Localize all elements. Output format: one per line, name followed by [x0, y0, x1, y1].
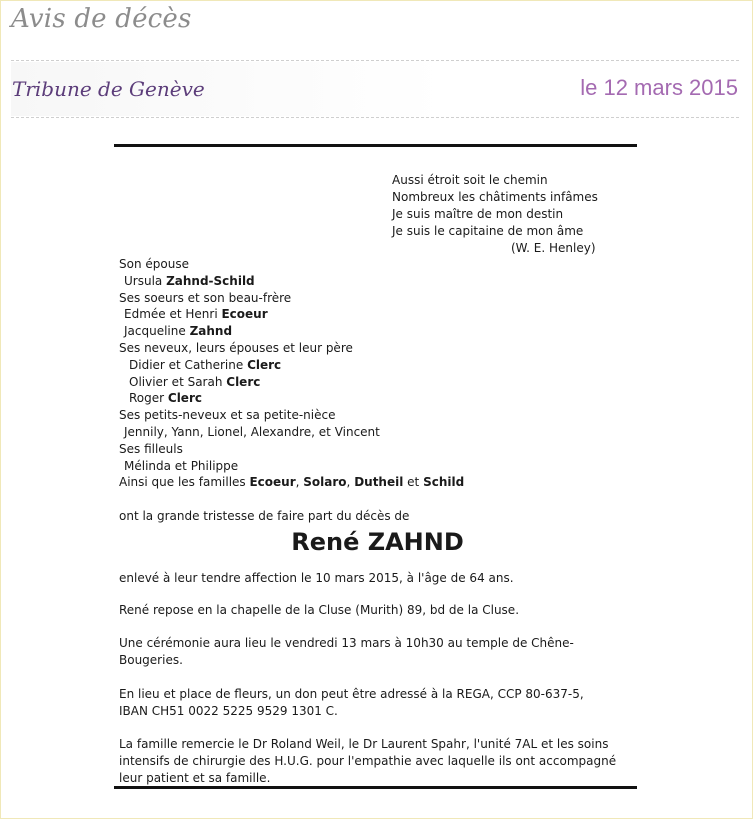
publication-date: le 12 mars 2015 [580, 75, 738, 100]
divider [11, 60, 739, 61]
family-surname: Clerc [247, 357, 282, 372]
poem-line: Je suis maître de mon destin [392, 207, 564, 221]
family-text: , [346, 475, 355, 490]
family-surname: Ecoeur [221, 307, 268, 322]
notice-bottom-rule [114, 786, 637, 789]
family-text: Ainsi que les familles [119, 475, 250, 490]
family-line [119, 390, 639, 407]
family-line: Son épouse [119, 257, 189, 271]
deceased-name: René ZAHND [291, 528, 464, 556]
family-text: , [295, 475, 304, 490]
poem-line: Je suis le capitaine de mon âme [392, 224, 584, 238]
family-surname: Schild [423, 475, 465, 490]
family-first-names: Didier et Catherine [129, 357, 248, 372]
poem-line: Aussi étroit soit le chemin [392, 173, 548, 187]
notice-top-rule [114, 144, 637, 147]
family-list [119, 256, 639, 491]
family-surname: Clerc [226, 374, 261, 389]
family-surname: Ecoeur [249, 475, 296, 490]
donation-line: En lieu et place de fleurs, un don peut être adressé à la REGA, CCP 80-637-5, [119, 687, 584, 701]
family-text: et [403, 475, 424, 490]
family-first-names: Edmée et Henri [124, 307, 222, 322]
donation-line: IBAN CH51 0022 5225 9529 1301 C. [119, 704, 338, 718]
ceremony-line: Bougeries. [119, 653, 183, 667]
family-surname: Clerc [167, 391, 202, 406]
family-line: Ses petits-neveux et sa petite-nièce [119, 408, 336, 423]
family-line [119, 357, 639, 374]
announcement-intro: ont la grande tristesse de faire part du décès de [119, 509, 410, 523]
ceremony-info [119, 635, 639, 669]
family-line: Ses filleuls [119, 441, 183, 456]
ceremony-line: Une cérémonie aura lieu le vendredi 13 mars à 10h30 au temple de Chêne- [119, 636, 574, 650]
thanks-line: intensifs de chirurgie des H.U.G. pour l'empathie avec laquelle ils ont accompagné [119, 754, 617, 768]
family-surname: Dutheil [354, 475, 404, 490]
family-line: Jennily, Yann, Lionel, Alexandre, et Vincent [124, 424, 380, 439]
family-line: Ses soeurs et son beau-frère [119, 290, 292, 305]
family-surname: Zahnd-Schild [166, 273, 255, 288]
thanks-line: La famille remercie le Dr Roland Weil, le Dr Laurent Spahr, l'unité 7AL et les soins [119, 737, 609, 751]
family-line [119, 323, 639, 340]
thanks-line: leur patient et sa famille. [119, 771, 271, 785]
family-surname: Zahnd [189, 324, 233, 339]
family-line [119, 374, 639, 391]
family-first-names: Olivier et Sarah [129, 374, 227, 389]
family-line: Ses neveux, leurs épouses et leur père [119, 340, 353, 355]
family-line [119, 474, 639, 491]
death-details: enlevé à leur tendre affection le 10 mars 2015, à l'âge de 64 ans. [119, 571, 514, 585]
resting-place: René repose en la chapelle de la Cluse (Murith) 89, bd de la Cluse. [119, 603, 520, 617]
poem-quote [392, 172, 598, 257]
family-first-names: Jacqueline [124, 324, 190, 339]
donation-info [119, 686, 639, 720]
family-line [119, 273, 639, 290]
divider [11, 117, 739, 118]
family-first-names: Ursula [124, 273, 167, 288]
family-surname: Solaro [303, 475, 347, 490]
poem-line: Nombreux les châtiments infâmes [392, 190, 598, 204]
family-line: Mélinda et Philippe [124, 458, 239, 473]
family-first-names: Roger [129, 391, 168, 406]
poem-author: (W. E. Henley) [511, 241, 596, 255]
thanks-message [119, 736, 639, 787]
newspaper-source: Tribune de Genève [12, 77, 205, 101]
family-line [119, 306, 639, 323]
page-title: Avis de décès [11, 4, 192, 34]
